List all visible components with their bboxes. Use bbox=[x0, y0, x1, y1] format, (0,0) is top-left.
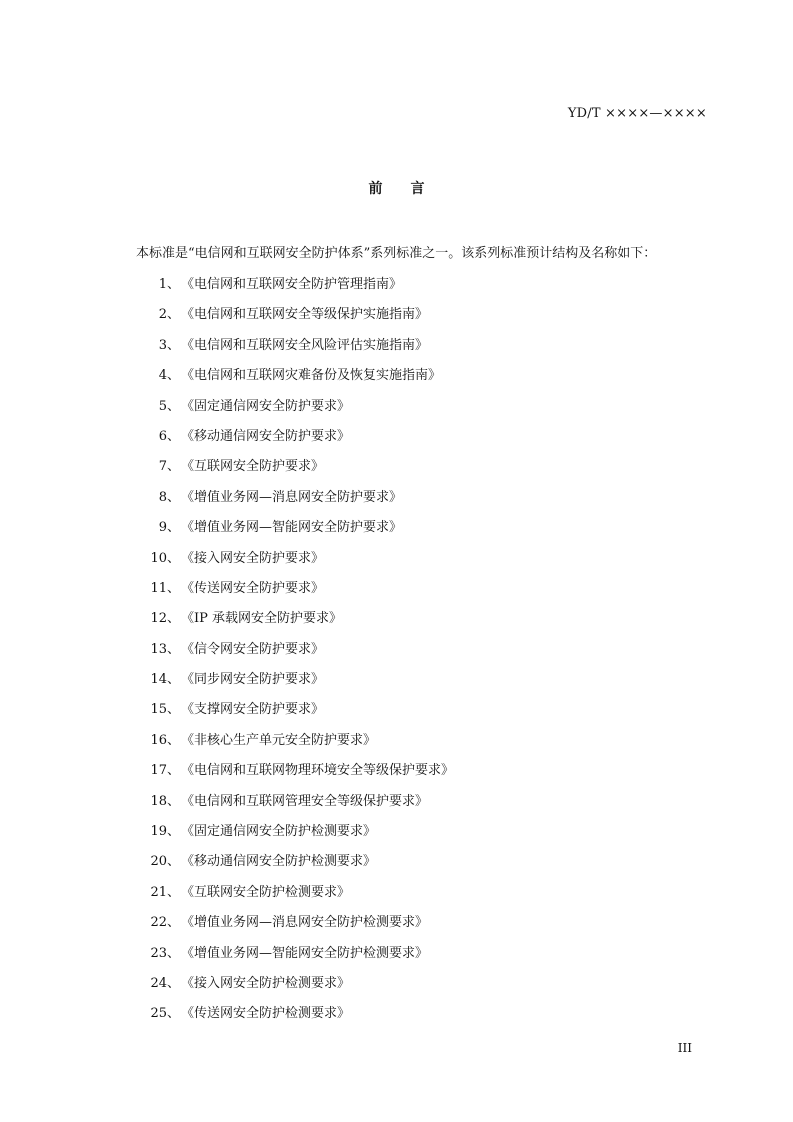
list-item-number: 25、 bbox=[150, 1006, 180, 1022]
list-item-number: 6、 bbox=[158, 428, 180, 444]
list-item-number: 12、 bbox=[150, 611, 180, 627]
list-item-number: 23、 bbox=[150, 945, 180, 961]
list-item-number: 1、 bbox=[158, 277, 180, 292]
list-item bbox=[0, 975, 793, 1005]
list-item-title: 《增值业务网—消息网安全防护要求》 bbox=[181, 489, 403, 505]
list-item-title: 《电信网和互联网安全防护管理指南》 bbox=[181, 277, 403, 292]
standards-list bbox=[0, 276, 793, 1036]
list-item bbox=[0, 398, 793, 428]
list-item-number: 18、 bbox=[150, 793, 180, 809]
list-item-title: 《互联网安全防护要求》 bbox=[181, 459, 325, 475]
list-item bbox=[0, 276, 793, 306]
list-item bbox=[0, 732, 793, 762]
list-item-number: 9、 bbox=[158, 520, 180, 536]
standard-code: YD/T ××××—×××× bbox=[567, 106, 707, 121]
list-item-number: 3、 bbox=[158, 337, 180, 353]
list-item bbox=[0, 1005, 793, 1035]
list-item-number: 13、 bbox=[150, 641, 180, 657]
list-item bbox=[0, 367, 793, 397]
list-item-title: 《互联网安全防护检测要求》 bbox=[181, 884, 351, 900]
list-item bbox=[0, 884, 793, 914]
list-item-number: 22、 bbox=[150, 915, 180, 931]
list-item-title: 《接入网安全防护检测要求》 bbox=[181, 975, 351, 991]
list-item bbox=[0, 550, 793, 580]
list-item-number: 10、 bbox=[150, 550, 180, 566]
list-item bbox=[0, 671, 793, 701]
list-item-number: 15、 bbox=[150, 702, 180, 718]
list-item-number: 16、 bbox=[150, 732, 180, 748]
list-item bbox=[0, 945, 793, 975]
list-item-title: 《电信网和互联网灾难备份及恢复实施指南》 bbox=[181, 368, 442, 384]
list-item-number: 21、 bbox=[150, 884, 180, 900]
list-item bbox=[0, 580, 793, 610]
list-item-number: 4、 bbox=[158, 368, 180, 384]
list-item-title: 《固定通信网安全防护检测要求》 bbox=[181, 824, 377, 840]
list-item-title: 《传送网安全防护检测要求》 bbox=[181, 1006, 351, 1022]
list-item-number: 7、 bbox=[158, 459, 180, 475]
list-item-title: 《支撑网安全防护要求》 bbox=[181, 702, 325, 718]
list-item-title: 《电信网和互联网管理安全等级保护要求》 bbox=[181, 793, 429, 809]
list-item bbox=[0, 337, 793, 367]
list-item-title: 《信令网安全防护要求》 bbox=[181, 641, 325, 657]
title-char-1: 前 bbox=[368, 181, 383, 197]
list-item bbox=[0, 428, 793, 458]
list-item-title: 《移动通信网安全防护检测要求》 bbox=[181, 854, 377, 870]
list-item-number: 20、 bbox=[150, 854, 180, 870]
list-item-number: 8、 bbox=[158, 489, 180, 505]
list-item-title: 《电信网和互联网安全等级保护实施指南》 bbox=[181, 307, 429, 323]
list-item bbox=[0, 914, 793, 944]
list-item-title: 《IP 承载网安全防护要求》 bbox=[181, 611, 343, 627]
list-item-title: 《电信网和互联网物理环境安全等级保护要求》 bbox=[181, 763, 455, 779]
list-item-title: 《同步网安全防护要求》 bbox=[181, 672, 325, 688]
list-item bbox=[0, 701, 793, 731]
list-item-number: 14、 bbox=[150, 672, 180, 688]
list-item-title: 《传送网安全防护要求》 bbox=[181, 580, 325, 596]
list-item-number: 17、 bbox=[150, 763, 180, 779]
list-item bbox=[0, 641, 793, 671]
intro-paragraph: 本标准是“电信网和互联网安全防护体系”系列标准之一。该系列标准预计结构及名称如下： bbox=[136, 246, 657, 261]
list-item bbox=[0, 458, 793, 488]
list-item bbox=[0, 306, 793, 336]
list-item-number: 19、 bbox=[150, 824, 180, 840]
list-item-title: 《电信网和互联网安全风险评估实施指南》 bbox=[181, 337, 429, 353]
list-item bbox=[0, 853, 793, 883]
list-item bbox=[0, 519, 793, 549]
list-item bbox=[0, 489, 793, 519]
list-item-number: 5、 bbox=[158, 398, 180, 414]
list-item-title: 《接入网安全防护要求》 bbox=[181, 550, 325, 566]
list-item bbox=[0, 762, 793, 792]
page-title bbox=[0, 178, 793, 198]
list-item-title: 《固定通信网安全防护要求》 bbox=[181, 398, 351, 414]
list-item bbox=[0, 610, 793, 640]
list-item-number: 24、 bbox=[150, 975, 180, 991]
page-number: III bbox=[677, 1041, 692, 1055]
list-item bbox=[0, 823, 793, 853]
list-item-title: 《增值业务网—消息网安全防护检测要求》 bbox=[181, 915, 429, 931]
list-item-title: 《增值业务网—智能网安全防护要求》 bbox=[181, 520, 403, 536]
list-item-title: 《移动通信网安全防护要求》 bbox=[181, 428, 351, 444]
title-char-2: 言 bbox=[410, 181, 425, 197]
list-item-title: 《非核心生产单元安全防护要求》 bbox=[181, 732, 377, 748]
list-item-number: 11、 bbox=[150, 580, 180, 596]
list-item-number: 2、 bbox=[158, 307, 180, 323]
list-item bbox=[0, 793, 793, 823]
list-item-title: 《增值业务网—智能网安全防护检测要求》 bbox=[181, 945, 429, 961]
